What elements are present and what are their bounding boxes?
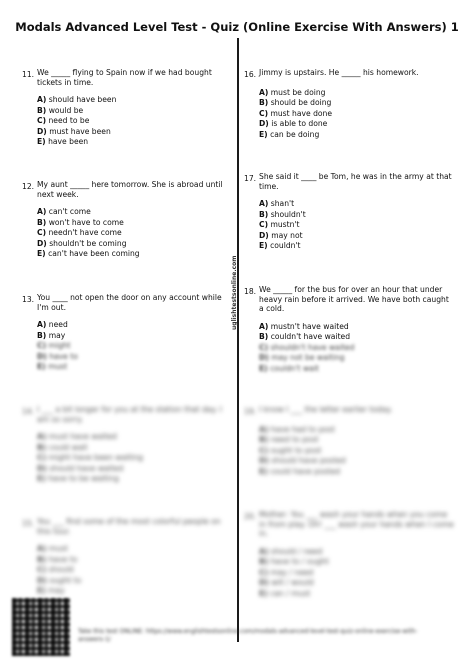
option-d[interactable]: D) ought to [37,575,82,585]
option-d[interactable]: D) should have posted [259,456,346,466]
option-e[interactable]: E) can be doing [259,129,320,139]
question-text: My aunt _____ here tomorrow. She is abroad until next week. [37,180,223,199]
option-a[interactable]: A) have had to post [259,424,335,434]
option-b[interactable]: B) should be doing [259,98,332,108]
option-e[interactable]: E) couldn't wait [259,363,319,373]
qr-code[interactable] [12,598,70,656]
question-number: 15. [22,519,35,528]
question-number: 11. [22,70,35,79]
question-20 [244,510,454,599]
question-text: I know I ___ the letter earlier today. [259,405,393,414]
option-d[interactable]: D) have to [37,351,78,361]
question-number: 19. [244,407,257,416]
option-d[interactable]: D) should have waited [37,463,124,473]
option-e[interactable]: E) can / must [259,588,311,598]
option-c[interactable]: C) need to be [37,116,90,126]
option-d[interactable]: D) shouldn't be coming [37,238,127,248]
question-18 [244,285,454,374]
question-text: Jimmy is upstairs. He _____ his homework. [259,68,419,77]
question-19 [244,405,454,477]
option-e[interactable]: E) may [37,586,65,596]
option-d[interactable]: D) may not [259,230,303,240]
question-17 [244,172,454,252]
question-number: 14. [22,407,35,416]
option-b[interactable]: B) shouldn't [259,209,306,219]
question-number: 12. [22,182,35,191]
option-c[interactable]: C) should [37,565,74,575]
question-text: We _____ for the bus for over an hour that under heavy rain before it arrived. We have both caught a cold. [259,285,449,314]
option-c[interactable]: C) might have been waiting [37,453,144,463]
option-a[interactable]: A) should / need [259,546,323,556]
question-text: You ____ not open the door on any account while I'm out. [37,293,222,312]
question-16 [244,68,454,140]
option-e[interactable]: E) must [37,362,68,372]
option-a[interactable]: A) should have been [37,95,117,105]
option-a[interactable]: A) must have waited [37,432,117,442]
option-c[interactable]: C) needn't have come [37,228,122,238]
option-d[interactable]: D) will / would [259,578,314,588]
column-divider [237,38,239,642]
watermark-text: uglishtestsonline.com [231,255,238,330]
option-c[interactable]: C) ought to post [259,445,322,455]
question-number: 13. [22,295,35,304]
option-a[interactable]: A) need [37,320,68,330]
option-a[interactable]: A) can't come [37,207,91,217]
question-number: 17. [244,174,257,183]
option-e[interactable]: E) can't have been coming [37,249,140,259]
question-11 [22,68,232,148]
footer-link-text[interactable]: Take this test ONLINE: https://www.englishtestsonline.com/modals-advanced-level-test-quiz-online-exercise-with-answers-1/ [78,628,418,643]
option-e[interactable]: E) could have posted [259,466,341,476]
option-c[interactable]: C) shouldn't have waited [259,342,355,352]
option-b[interactable]: B) could wait [37,442,88,452]
option-a[interactable]: A) must [37,544,68,554]
option-c[interactable]: C) might [37,341,71,351]
option-c[interactable]: C) must have done [259,108,333,118]
question-13 [22,293,232,373]
option-c[interactable]: C) mustn't [259,220,300,230]
question-number: 16. [244,70,257,79]
option-d[interactable]: D) is able to done [259,119,328,129]
page-title: Modals Advanced Level Test - Quiz (Online Exercise With Answers) 1 [15,20,459,34]
question-text: I ___ a bit longer for you at the station that day. I am so sorry. [37,405,222,424]
question-text: She said it ____ be Tom, he was in the army at that time. [259,172,452,191]
option-b[interactable]: B) won't have to come [37,217,124,227]
option-a[interactable]: A) mustn't have waited [259,321,349,331]
option-a[interactable]: A) shan't [259,199,295,209]
question-text: We _____ flying to Spain now if we had bought tickets in time. [37,68,212,87]
option-c[interactable]: C) may / need [259,567,314,577]
question-12 [22,180,232,260]
option-a[interactable]: A) must be doing [259,87,326,97]
option-b[interactable]: B) need to post [259,435,319,445]
option-b[interactable]: B) couldn't have waited [259,332,351,342]
option-b[interactable]: B) have to / ought [259,557,329,567]
question-text: You ___ find some of the most colorful people on this tour. [37,517,221,536]
question-15 [22,517,232,597]
option-e[interactable]: E) have to be waiting [37,474,119,484]
option-d[interactable]: D) must have been [37,126,111,136]
option-b[interactable]: B) have to [37,554,78,564]
option-e[interactable]: E) couldn't [259,241,301,251]
option-b[interactable]: B) may [37,330,66,340]
question-text: Mother: You ___ wash your hands when you come in from play. Oh! ___ wash your hands when I come in. [259,510,454,539]
question-number: 20. [244,512,257,521]
option-e[interactable]: E) have been [37,137,89,147]
option-d[interactable]: D) may not be waiting [259,353,345,363]
option-b[interactable]: B) would be [37,105,84,115]
question-number: 18. [244,287,257,296]
question-14 [22,405,232,485]
